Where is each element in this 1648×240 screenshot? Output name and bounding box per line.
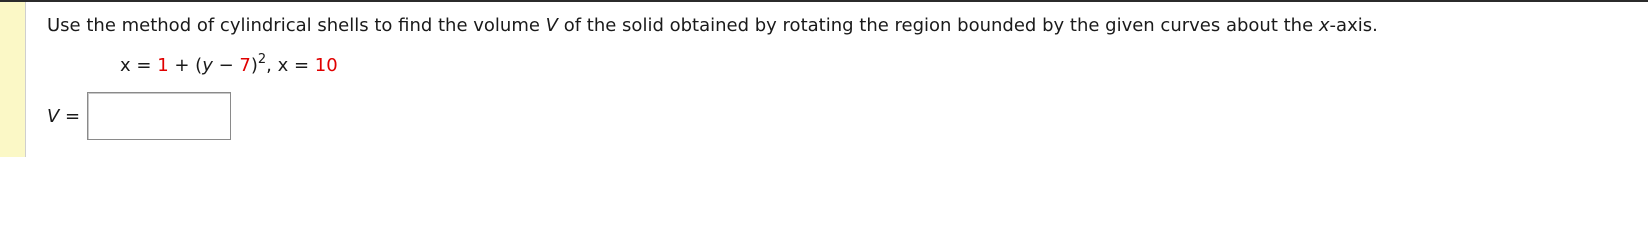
eq-constant: 10 xyxy=(314,55,338,76)
question-text xyxy=(47,15,1378,37)
axis-variable: x xyxy=(1318,15,1330,36)
answer-label-variable: V xyxy=(47,106,60,127)
answer-label-equals: = xyxy=(59,106,81,127)
answer-label xyxy=(47,106,80,128)
eq-symbol: = xyxy=(130,55,158,76)
question-side-strip xyxy=(0,2,26,157)
eq-symbol: = xyxy=(288,55,315,76)
eq-constant: 7 xyxy=(239,55,251,76)
eq-constant: 1 xyxy=(157,55,169,76)
eq-symbol: + ( xyxy=(168,55,203,76)
curve-equations xyxy=(120,54,338,78)
eq-x-variable: x xyxy=(120,55,131,76)
eq-symbol: ) xyxy=(250,55,258,76)
eq-separator: , xyxy=(266,55,278,76)
eq-x-variable: x xyxy=(277,55,289,76)
eq-y-variable: y xyxy=(202,55,213,76)
eq-exponent: 2 xyxy=(257,52,267,67)
question-text-part: of the solid obtained by rotating the region bounded by the given curves about the xyxy=(558,15,1319,36)
volume-answer-input[interactable] xyxy=(87,92,231,140)
top-divider xyxy=(0,0,1648,2)
question-text-part: Use the method of cylindrical shells to find the volume xyxy=(47,15,546,36)
question-text-part: -axis. xyxy=(1329,15,1378,36)
eq-symbol: − xyxy=(212,55,240,76)
volume-variable: V xyxy=(545,15,558,36)
